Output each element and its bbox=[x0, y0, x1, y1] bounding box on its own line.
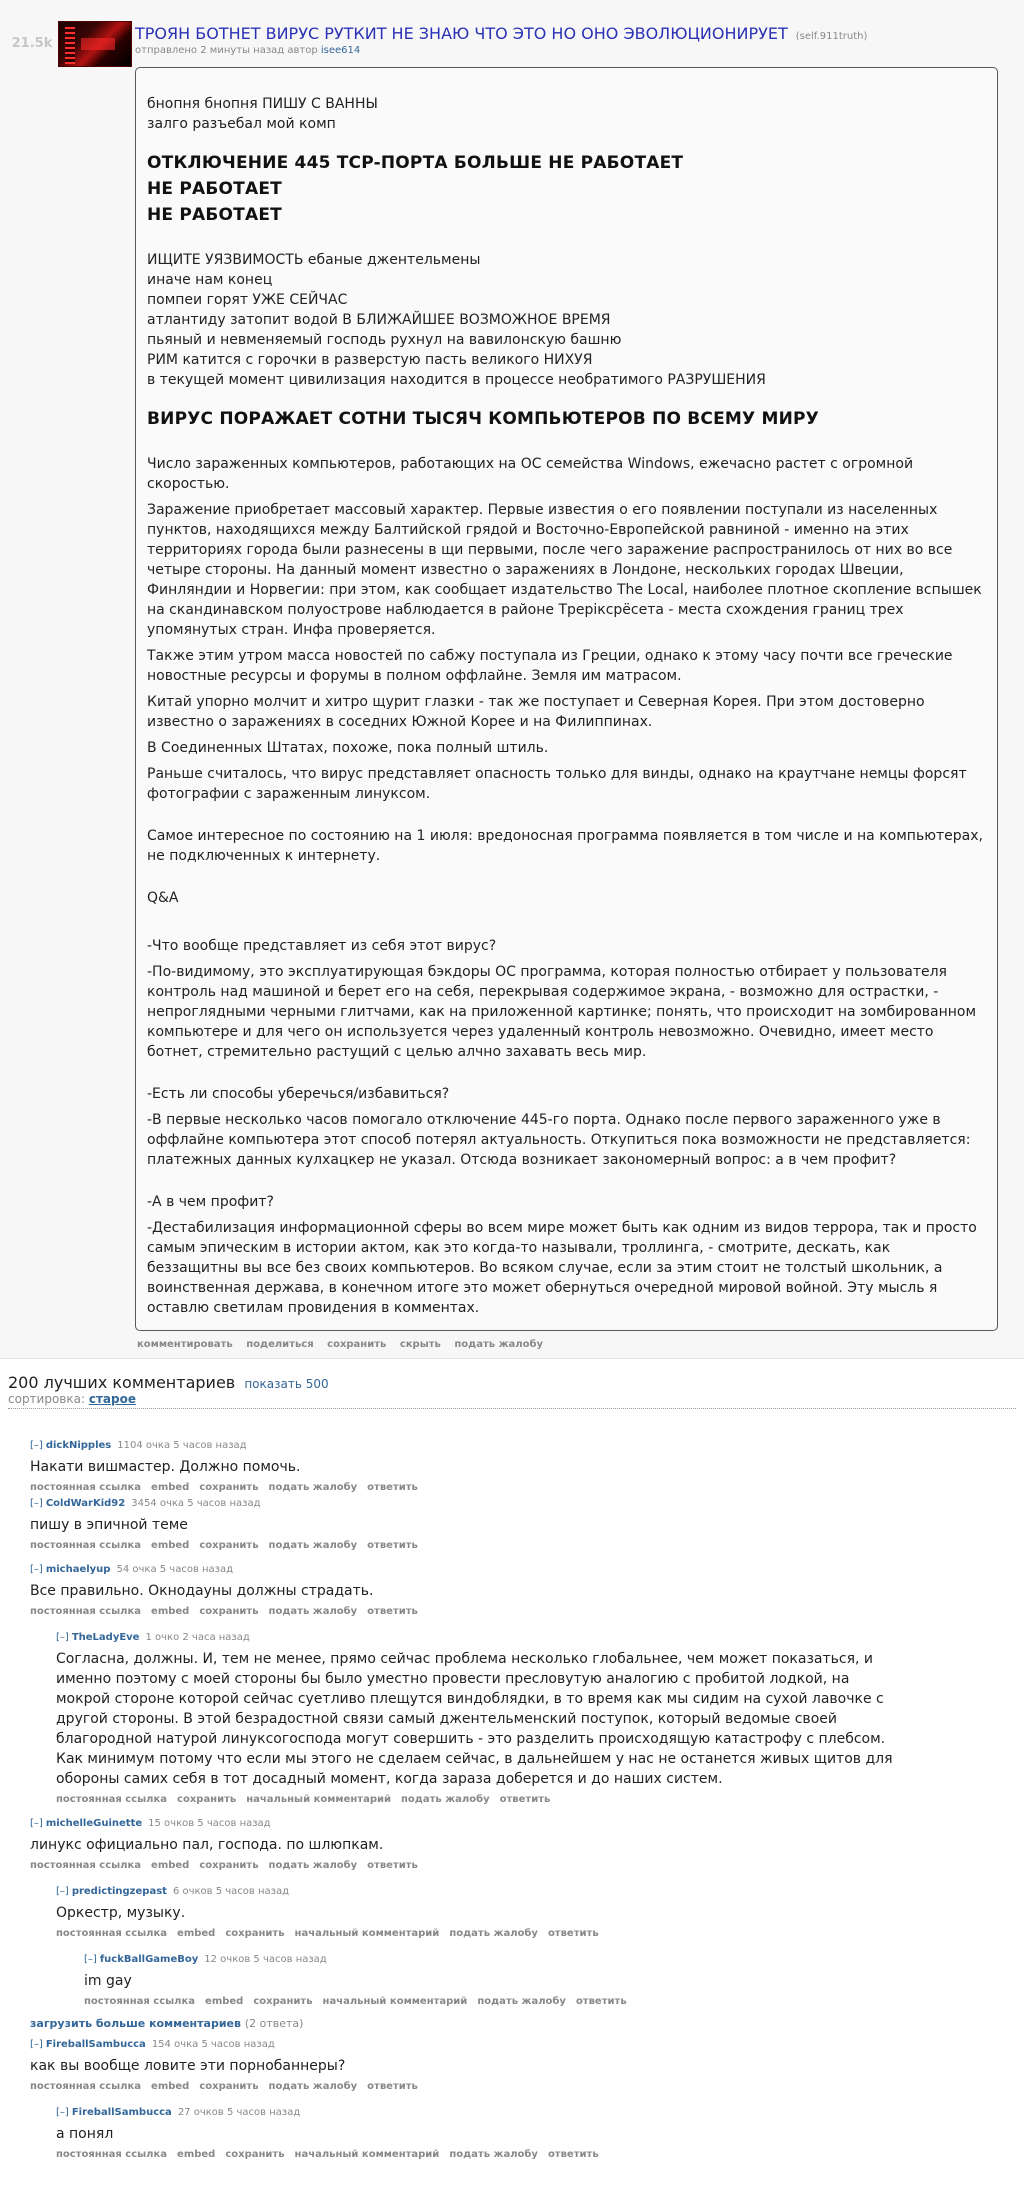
comment-body: Оркестр, музыку. bbox=[56, 1905, 186, 1921]
reply-link[interactable]: ответить bbox=[547, 2149, 599, 2160]
save-link[interactable]: сохранить bbox=[225, 1928, 285, 1939]
comment-buttons bbox=[30, 1481, 1024, 1495]
collapse-toggle[interactable]: [–] bbox=[30, 1564, 43, 1575]
body-paragraph: В Соединенных Штатах, похоже, пока полный штиль. bbox=[147, 740, 549, 756]
comment-body: Накати вишмастер. Должно помочь. bbox=[30, 1459, 301, 1475]
collapse-toggle[interactable]: [–] bbox=[56, 2107, 69, 2118]
comment-link[interactable]: комментировать bbox=[137, 1339, 233, 1350]
comment-buttons bbox=[56, 1793, 904, 1807]
embed-link[interactable]: embed bbox=[151, 1860, 190, 1871]
comment-author[interactable]: fuckBallGameBoy bbox=[99, 1954, 199, 1965]
permalink-link[interactable]: постоянная ссылка bbox=[84, 1996, 196, 2007]
embed-link[interactable]: embed bbox=[151, 1540, 190, 1551]
embed-link[interactable]: embed bbox=[151, 2081, 190, 2092]
post-tagline bbox=[135, 45, 1024, 56]
report-link[interactable]: подать жалобу bbox=[268, 1860, 358, 1871]
comment-reply bbox=[56, 1631, 904, 1807]
comment-buttons bbox=[30, 1539, 1024, 1553]
qa-question: -Что вообще представляет из себя этот вирус? bbox=[147, 938, 497, 954]
show-all-link[interactable]: показать 500 bbox=[244, 1377, 329, 1391]
comments-list bbox=[8, 1439, 1024, 2162]
comment-body: Все правильно. Окнодауны должны страдать. bbox=[30, 1583, 374, 1599]
post-title[interactable]: ТРОЯН БОТНЕТ ВИРУС РУТКИТ НЕ ЗНАЮ ЧТО ЭТО НО ОНО ЭВОЛЮЦИОНИРУЕТ bbox=[135, 24, 788, 43]
body-line: РИМ катится с горочки в разверстую пасть великого НИХУЯ bbox=[147, 352, 593, 368]
body-heading: НЕ РАБОТАЕТ bbox=[147, 205, 282, 225]
save-link[interactable]: сохранить bbox=[199, 1606, 259, 1617]
comment bbox=[30, 1497, 1024, 1553]
body-line: залго разъебал мой комп bbox=[147, 116, 336, 132]
report-link[interactable]: подать жалобу bbox=[449, 2149, 538, 2160]
sort-bar bbox=[8, 1392, 1016, 1409]
report-link[interactable]: подать жалобу bbox=[268, 2081, 358, 2092]
body-paragraph: Заражение приобретает массовый характер. Первые известия о его появлении поступали из населенных пунктов, находящихся между Балтийской грядой и Восточно-Европейской равниной - именно на этих территориях города были разнесены в щи первыми, после чего заражение распространилось от них во все четыре стороны. На данный момент известно о заражениях в Лондоне, нескольких городах Швеции, Финляндии и Норвегии: при этом, как сообщает издательство The Local, наиболее плотное скопление вспышек на скандинавском полуострове наблюдается в районе Треріксрёсета - места схождения границ трех упомянутых стран. Инфа проверяется. bbox=[147, 502, 982, 638]
reply-link[interactable]: ответить bbox=[367, 1860, 418, 1871]
reply-link[interactable]: ответить bbox=[367, 1540, 418, 1551]
tagline-text: отправлено 2 минуты назад автор bbox=[135, 45, 318, 56]
comment-author[interactable]: ColdWarKid92 bbox=[45, 1498, 126, 1509]
report-link[interactable]: подать жалобу bbox=[401, 1794, 490, 1805]
comment bbox=[30, 1817, 1024, 1873]
sort-dropdown[interactable]: старое bbox=[88, 1392, 136, 1406]
embed-link[interactable]: embed bbox=[205, 1996, 244, 2007]
comment bbox=[30, 2038, 1024, 2094]
comment-meta: 54 очка 5 часов назад bbox=[116, 1564, 234, 1575]
comment-author[interactable]: TheLadyEve bbox=[71, 1632, 140, 1643]
comment-author[interactable]: michaelyup bbox=[45, 1564, 111, 1575]
save-link[interactable]: сохранить bbox=[199, 1540, 259, 1551]
sort-label: сортировка: bbox=[8, 1392, 86, 1406]
qa-question: -А в чем профит? bbox=[147, 1194, 274, 1210]
comments-title: 200 лучших комментариев bbox=[8, 1373, 236, 1392]
collapse-toggle[interactable]: [–] bbox=[56, 1632, 69, 1643]
collapse-toggle[interactable]: [–] bbox=[84, 1954, 97, 1965]
comment-meta: 3454 очка 5 часов назад bbox=[131, 1498, 261, 1509]
parent-link[interactable]: начальный комментарий bbox=[294, 2149, 440, 2160]
parent-link[interactable]: начальный комментарий bbox=[294, 1928, 440, 1939]
body-paragraph: Число зараженных компьютеров, работающих на ОС семейства Windows, ежечасно растет с огромной скоростью. bbox=[147, 456, 914, 492]
qa-question: -Есть ли способы уберечься/избавиться? bbox=[147, 1086, 450, 1102]
report-link[interactable]: подать жалобу bbox=[454, 1339, 543, 1350]
comments-area bbox=[0, 1373, 1024, 2162]
permalink-link[interactable]: постоянная ссылка bbox=[30, 1860, 142, 1871]
comment-reply bbox=[56, 1885, 1024, 1941]
comment-meta: 154 очка 5 часов назад bbox=[151, 2039, 275, 2050]
post-buttons bbox=[137, 1339, 1024, 1350]
post-author[interactable]: isee614 bbox=[320, 45, 361, 56]
body-line: бнопня бнопня ПИШУ С ВАННЫ bbox=[147, 96, 378, 112]
permalink-link[interactable]: постоянная ссылка bbox=[56, 1928, 168, 1939]
share-link[interactable]: поделиться bbox=[246, 1339, 314, 1350]
qa-answer: -В первые несколько часов помогало отключение 445-го порта. Однако после первого зараженного уже в оффлайне компьютера этот способ потерял актуальность. Откупиться пока возможности не представляется: платежных данных кулхацкер не указал. Отсюда возникает закономерный вопрос: а в чем профит? bbox=[147, 1112, 971, 1168]
comment-meta: 15 очков 5 часов назад bbox=[148, 1818, 271, 1829]
save-link[interactable]: сохранить bbox=[199, 1860, 259, 1871]
comment-body: а понял bbox=[56, 2126, 114, 2142]
qa-answer: -Дестабилизация информационной сферы во всем мире может быть как одним из видов террора, так и просто самым эпическим в истории актом, как это когда-то называли, троллинга, - смотрите, дескать, как беззащитны вы все без своих компьютеров. Во всяком случае, если за этим стоит не толстый школьник, а воинственная держава, в конечном итоге это может обернуться очередной мировой войной. Эту мысль я оставлю светилам провидения в комментах. bbox=[147, 1220, 977, 1316]
comment-body: пишу в эпичной теме bbox=[30, 1517, 188, 1533]
comment-buttons bbox=[30, 1605, 1024, 1619]
body-heading: НЕ РАБОТАЕТ bbox=[147, 179, 282, 199]
reply-link[interactable]: ответить bbox=[499, 1794, 551, 1805]
post-body bbox=[135, 67, 998, 1331]
comment-author[interactable]: FireballSambucca bbox=[45, 2039, 146, 2050]
hide-link[interactable]: скрыть bbox=[399, 1339, 441, 1350]
collapse-toggle[interactable]: [–] bbox=[30, 2039, 43, 2050]
body-paragraph: Китай упорно молчит и хитро щурит глазки - так же поступает и Северная Корея. При этом достоверно известно о заражениях в соседних Южной Корее и на Филиппинах. bbox=[147, 694, 925, 730]
post-thumbnail[interactable] bbox=[58, 21, 132, 67]
parent-link[interactable]: начальный комментарий bbox=[246, 1794, 392, 1805]
report-link[interactable]: подать жалобу bbox=[268, 1540, 358, 1551]
comment-meta: 1 очко 2 часа назад bbox=[145, 1632, 250, 1643]
comment-body: Согласна, должны. И, тем не менее, прямо сейчас проблема несколько глобальнее, чем может показаться, и именно поэтому с моей стороны бы было уместно провести пресловутую аналогию с пробитой лодкой, на мокрой стороне которой сейчас суетливо плещутся виндоблядки, в то время как мы сидим на сухой лавочке с другой стороны. В этой безрадостной связи самый джентельменский поступок, который ведомые своей благородной натурой линуксогоспода могут совершить - это разделить происходящую катастрофу с плебсом. Как минимум потому что если мы этого не сделаем сейчас, в дальнейшем у нас не останется живых щитов для обороны самих себя в тот досадный момент, когда зараза доберется и до наших систем. bbox=[56, 1651, 893, 1787]
save-link[interactable]: сохранить bbox=[253, 1996, 313, 2007]
qa-heading: Q&A bbox=[147, 890, 179, 906]
embed-link[interactable]: embed bbox=[177, 2149, 216, 2160]
reply-link[interactable]: ответить bbox=[547, 1928, 599, 1939]
post-domain[interactable]: (self.911truth) bbox=[795, 31, 868, 42]
comment bbox=[30, 1563, 1024, 1619]
report-link[interactable]: подать жалобу bbox=[449, 1928, 538, 1939]
body-paragraph: Раньше считалось, что вирус представляет опасность только для винды, однако на краутчане немцы форсят фотографии с зараженным линуксом. bbox=[147, 766, 967, 802]
body-line: иначе нам конец bbox=[147, 272, 273, 288]
comment-meta: 1104 очка 5 часов назад bbox=[117, 1440, 247, 1451]
body-line: в текущей момент цивилизация находится в процессе необратимого РАЗРУШЕНИЯ bbox=[147, 372, 766, 388]
permalink-link[interactable]: постоянная ссылка bbox=[30, 2081, 142, 2092]
embed-link[interactable]: embed bbox=[151, 1482, 190, 1493]
permalink-link[interactable]: постоянная ссылка bbox=[56, 1794, 168, 1805]
permalink-link[interactable]: постоянная ссылка bbox=[30, 1606, 142, 1617]
body-paragraph: Самое интересное по состоянию на 1 июля: вредоносная программа появляется в том числе и на компьютерах, не подключенных к интернету. bbox=[147, 828, 983, 864]
reply-link[interactable]: ответить bbox=[575, 1996, 627, 2007]
comment-author[interactable]: FireballSambucca bbox=[71, 2107, 172, 2118]
comment bbox=[30, 1439, 1024, 1495]
body-paragraph: Также этим утром масса новостей по сабжу поступала из Греции, однако к этому часу почти все греческие новостные ресурсы и форумы в полном оффлайне. Земля им матрасом. bbox=[147, 648, 953, 684]
save-link[interactable]: сохранить bbox=[225, 2149, 285, 2160]
comment-author[interactable]: michelleGuinette bbox=[45, 1818, 143, 1829]
reply-link[interactable]: ответить bbox=[367, 2081, 418, 2092]
body-line: ИЩИТЕ УЯЗВИМОСТЬ ебаные джентельмены bbox=[147, 252, 481, 268]
body-heading: ВИРУС ПОРАЖАЕТ СОТНИ ТЫСЯЧ КОМПЬЮТЕРОВ ПО ВСЕМУ МИРУ bbox=[147, 409, 819, 429]
body-line: помпеи горят УЖЕ СЕЙЧАС bbox=[147, 292, 348, 308]
post-header bbox=[135, 20, 1024, 56]
permalink-link[interactable]: постоянная ссылка bbox=[30, 1482, 142, 1493]
post-score: 21.5k bbox=[11, 36, 53, 51]
collapse-toggle[interactable]: [–] bbox=[30, 1818, 43, 1829]
comments-header bbox=[8, 1373, 1024, 1392]
report-link[interactable]: подать жалобу bbox=[268, 1482, 358, 1493]
comment-buttons bbox=[30, 1859, 1024, 1873]
comment-body: линукс официально пал, господа. по шлюпкам. bbox=[30, 1837, 384, 1853]
comment-buttons bbox=[84, 1995, 1024, 2009]
save-link[interactable]: сохранить bbox=[327, 1339, 387, 1350]
comment-meta: 6 очков 5 часов назад bbox=[172, 1886, 290, 1897]
comment-buttons bbox=[30, 2080, 1024, 2094]
collapse-toggle[interactable]: [–] bbox=[30, 1440, 43, 1451]
embed-link[interactable]: embed bbox=[177, 1928, 216, 1939]
parent-link[interactable]: начальный комментарий bbox=[322, 1996, 468, 2007]
comment-body: как вы вообще ловите эти порнобаннеры? bbox=[30, 2058, 346, 2074]
report-link[interactable]: подать жалобу bbox=[477, 1996, 566, 2007]
save-link[interactable]: сохранить bbox=[199, 1482, 259, 1493]
body-line: атлантиду затопит водой В БЛИЖАЙШЕЕ ВОЗМОЖНОЕ ВРЕМЯ bbox=[147, 312, 611, 328]
permalink-link[interactable]: постоянная ссылка bbox=[30, 1540, 142, 1551]
permalink-link[interactable]: постоянная ссылка bbox=[56, 2149, 168, 2160]
save-link[interactable]: сохранить bbox=[177, 1794, 237, 1805]
body-heading: ОТКЛЮЧЕНИЕ 445 TCP-ПОРТА БОЛЬШЕ НЕ РАБОТАЕТ bbox=[147, 153, 684, 173]
comment-body: im gay bbox=[84, 1973, 132, 1989]
comment-meta: 12 очков 5 часов назад bbox=[204, 1954, 327, 1965]
qa-answer: -По-видимому, это эксплуатирующая бэкдоры ОС программа, которая полностью отбирает у пользователя контроль над машиной и берет его на себя, перекрывая содержимое экрана, - возможно для острастки, - непроглядными черными глитчами, как на приложенной картинке; понять, что происходит на зомбированном компьютере и для чего он используется через удаленный контроль невозможно. Очевидно, имеет место ботнет, стремительно растущий с целью алчно захавать весь мир. bbox=[147, 964, 977, 1060]
comment-buttons bbox=[56, 1927, 1024, 1941]
body-line: пьяный и невменяемый господь рухнул на вавилонскую башню bbox=[147, 332, 622, 348]
comment-reply bbox=[84, 1953, 1024, 2009]
embed-link[interactable]: embed bbox=[151, 1606, 190, 1617]
comment-author[interactable]: predictingzepast bbox=[71, 1886, 167, 1897]
comment-buttons bbox=[56, 2148, 1024, 2162]
load-more bbox=[30, 2017, 1024, 2030]
load-more-link[interactable]: загрузить больше комментариев bbox=[30, 2017, 241, 2030]
load-more-count: (2 ответа) bbox=[244, 2017, 304, 2030]
reply-link[interactable]: ответить bbox=[367, 1606, 418, 1617]
collapse-toggle[interactable]: [–] bbox=[30, 1498, 43, 1509]
comment-author[interactable]: dickNipples bbox=[45, 1440, 112, 1451]
save-link[interactable]: сохранить bbox=[199, 2081, 259, 2092]
comment-meta: 27 очков 5 часов назад bbox=[177, 2107, 301, 2118]
reply-link[interactable]: ответить bbox=[367, 1482, 418, 1493]
report-link[interactable]: подать жалобу bbox=[268, 1606, 358, 1617]
comment-reply bbox=[56, 2106, 1024, 2162]
collapse-toggle[interactable]: [–] bbox=[56, 1886, 69, 1897]
